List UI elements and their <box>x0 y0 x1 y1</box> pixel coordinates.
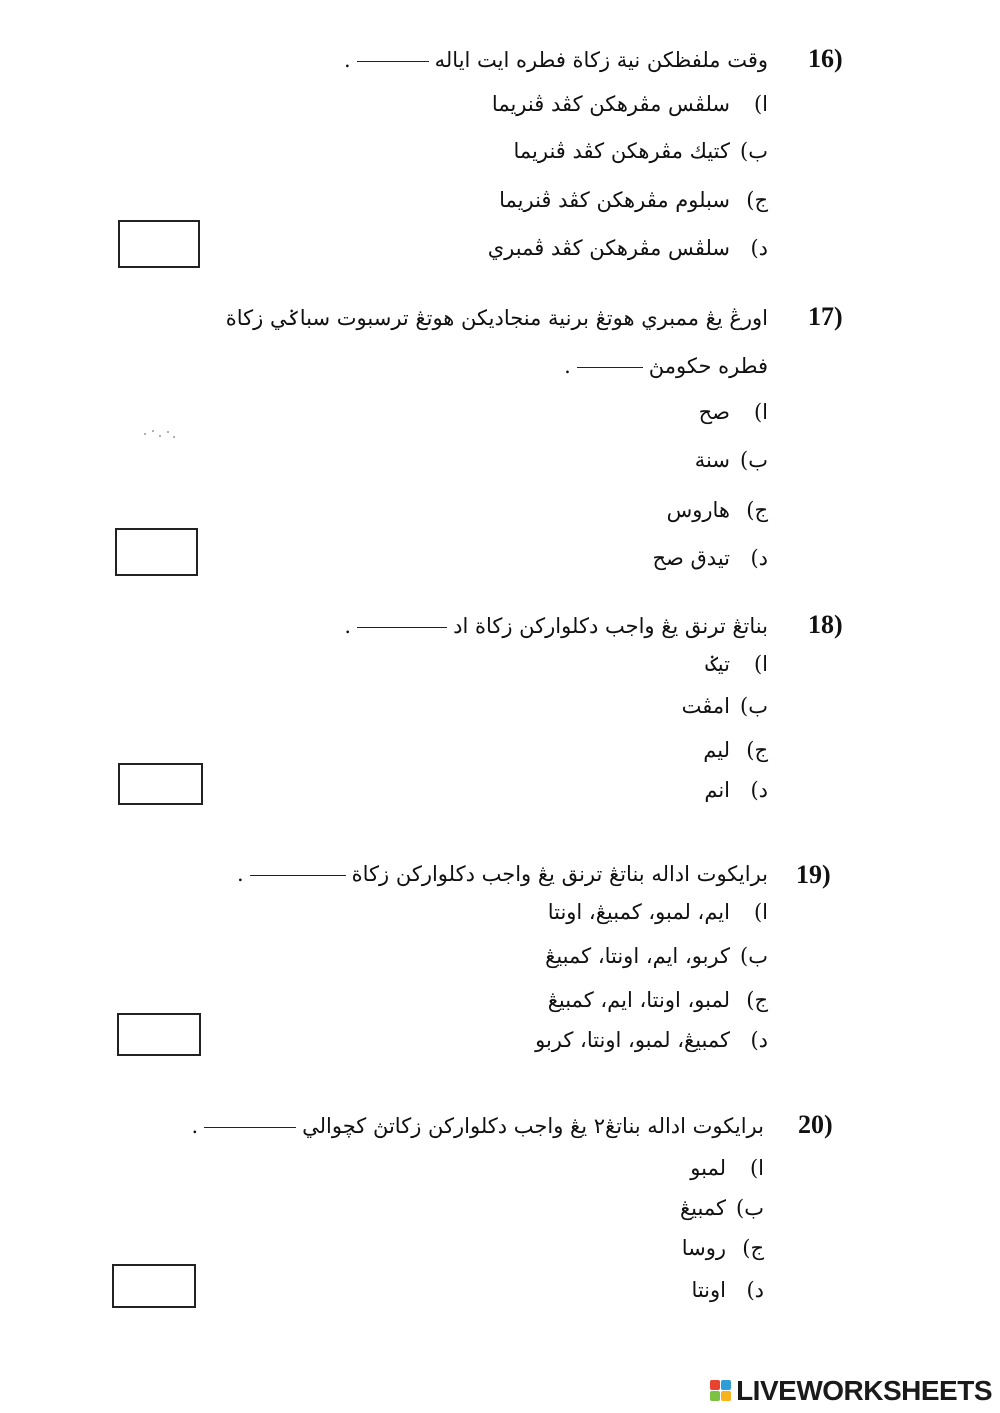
option-a: ا)سلڤس مڤرهكن كڤد ڤنريما <box>491 92 768 116</box>
scan-specks <box>140 425 180 445</box>
question-text <box>344 602 768 650</box>
option-c: ج)هاروس <box>666 498 768 522</box>
option-d: د)تيدق صح <box>652 546 768 570</box>
option-a: ا)ايم، لمبو، كمبيڠ، اونتا <box>547 900 768 924</box>
answer-box[interactable] <box>117 1013 201 1056</box>
question-number: 17) <box>808 302 843 331</box>
question-end: . <box>343 48 351 72</box>
liveworksheets-logo[interactable] <box>710 1376 992 1406</box>
option-a: ا)لمبو <box>690 1156 764 1180</box>
question-end: . <box>236 862 244 886</box>
option-d: د)اونتا <box>691 1278 764 1302</box>
question-number: 19) <box>796 860 831 889</box>
option-b: ب)امڤت <box>681 694 768 718</box>
logo-icon <box>710 1380 732 1402</box>
answer-box[interactable] <box>118 763 203 805</box>
question-stem: برايكوت اداله بناتڠ٢ يڠ واجب دكلواركن زكاتڽ كچوالي <box>302 1114 764 1138</box>
question-stem: بناتڠ ترنق يڠ واجب دكلواركن زكاة اد <box>453 614 768 638</box>
option-b: ب)كمبيڠ <box>680 1196 764 1220</box>
question-stem: برايكوت اداله بناتڠ ترنق يڠ واجب دكلواركن زكاة <box>351 862 768 886</box>
fill-blank-line <box>250 875 346 876</box>
question-text <box>178 294 768 390</box>
logo-text: LIVEWORKSHEETS <box>736 1375 992 1406</box>
answer-box[interactable] <box>115 528 198 576</box>
question-stem: اورڠ يڠ ممبري هوتڠ برنية منجاديكن هوتڠ ترسبوت سباݢي زكاة فطره حكومڽ <box>225 306 768 378</box>
option-d: د)سلڤس مڤرهكن كڤد ڤمبري <box>487 236 768 260</box>
fill-blank-line <box>204 1127 296 1128</box>
option-a: ا)تيݢ <box>705 652 768 676</box>
question-end: . <box>344 614 352 638</box>
option-d: د)كمبيڠ، لمبو، اونتا، كربو <box>535 1028 768 1052</box>
question-number: 18) <box>808 610 843 639</box>
question-number: 20) <box>798 1110 833 1139</box>
answer-box[interactable] <box>112 1264 196 1308</box>
option-a: ا)صح <box>698 400 768 424</box>
option-c: ج)لمبو، اونتا، ايم، كمبيڠ <box>547 988 768 1012</box>
answer-box[interactable] <box>118 220 200 268</box>
fill-blank-line <box>577 367 643 368</box>
option-d: د)انم <box>704 778 768 802</box>
question-end: . <box>191 1114 199 1138</box>
option-c: ج)روسا <box>681 1236 764 1260</box>
question-text <box>191 1102 764 1150</box>
question-text <box>344 36 768 84</box>
option-b: ب)كربو، ايم، اونتا، كمبيڠ <box>545 944 768 968</box>
option-c: ج)سبلوم مڤرهكن كڤد ڤنريما <box>499 188 768 212</box>
question-end: . <box>564 354 571 378</box>
question-stem: وقت ملفظكن نية زكاة فطره ايت اياله <box>434 48 768 72</box>
fill-blank-line <box>357 61 429 62</box>
fill-blank-line <box>357 627 447 628</box>
option-c: ج)ليم <box>703 738 768 762</box>
question-text <box>237 850 768 898</box>
option-b: ب)كتيك مڤرهكن كڤد ڤنريما <box>513 139 768 163</box>
question-number: 16) <box>808 44 843 73</box>
option-b: ب)سنة <box>694 448 768 472</box>
